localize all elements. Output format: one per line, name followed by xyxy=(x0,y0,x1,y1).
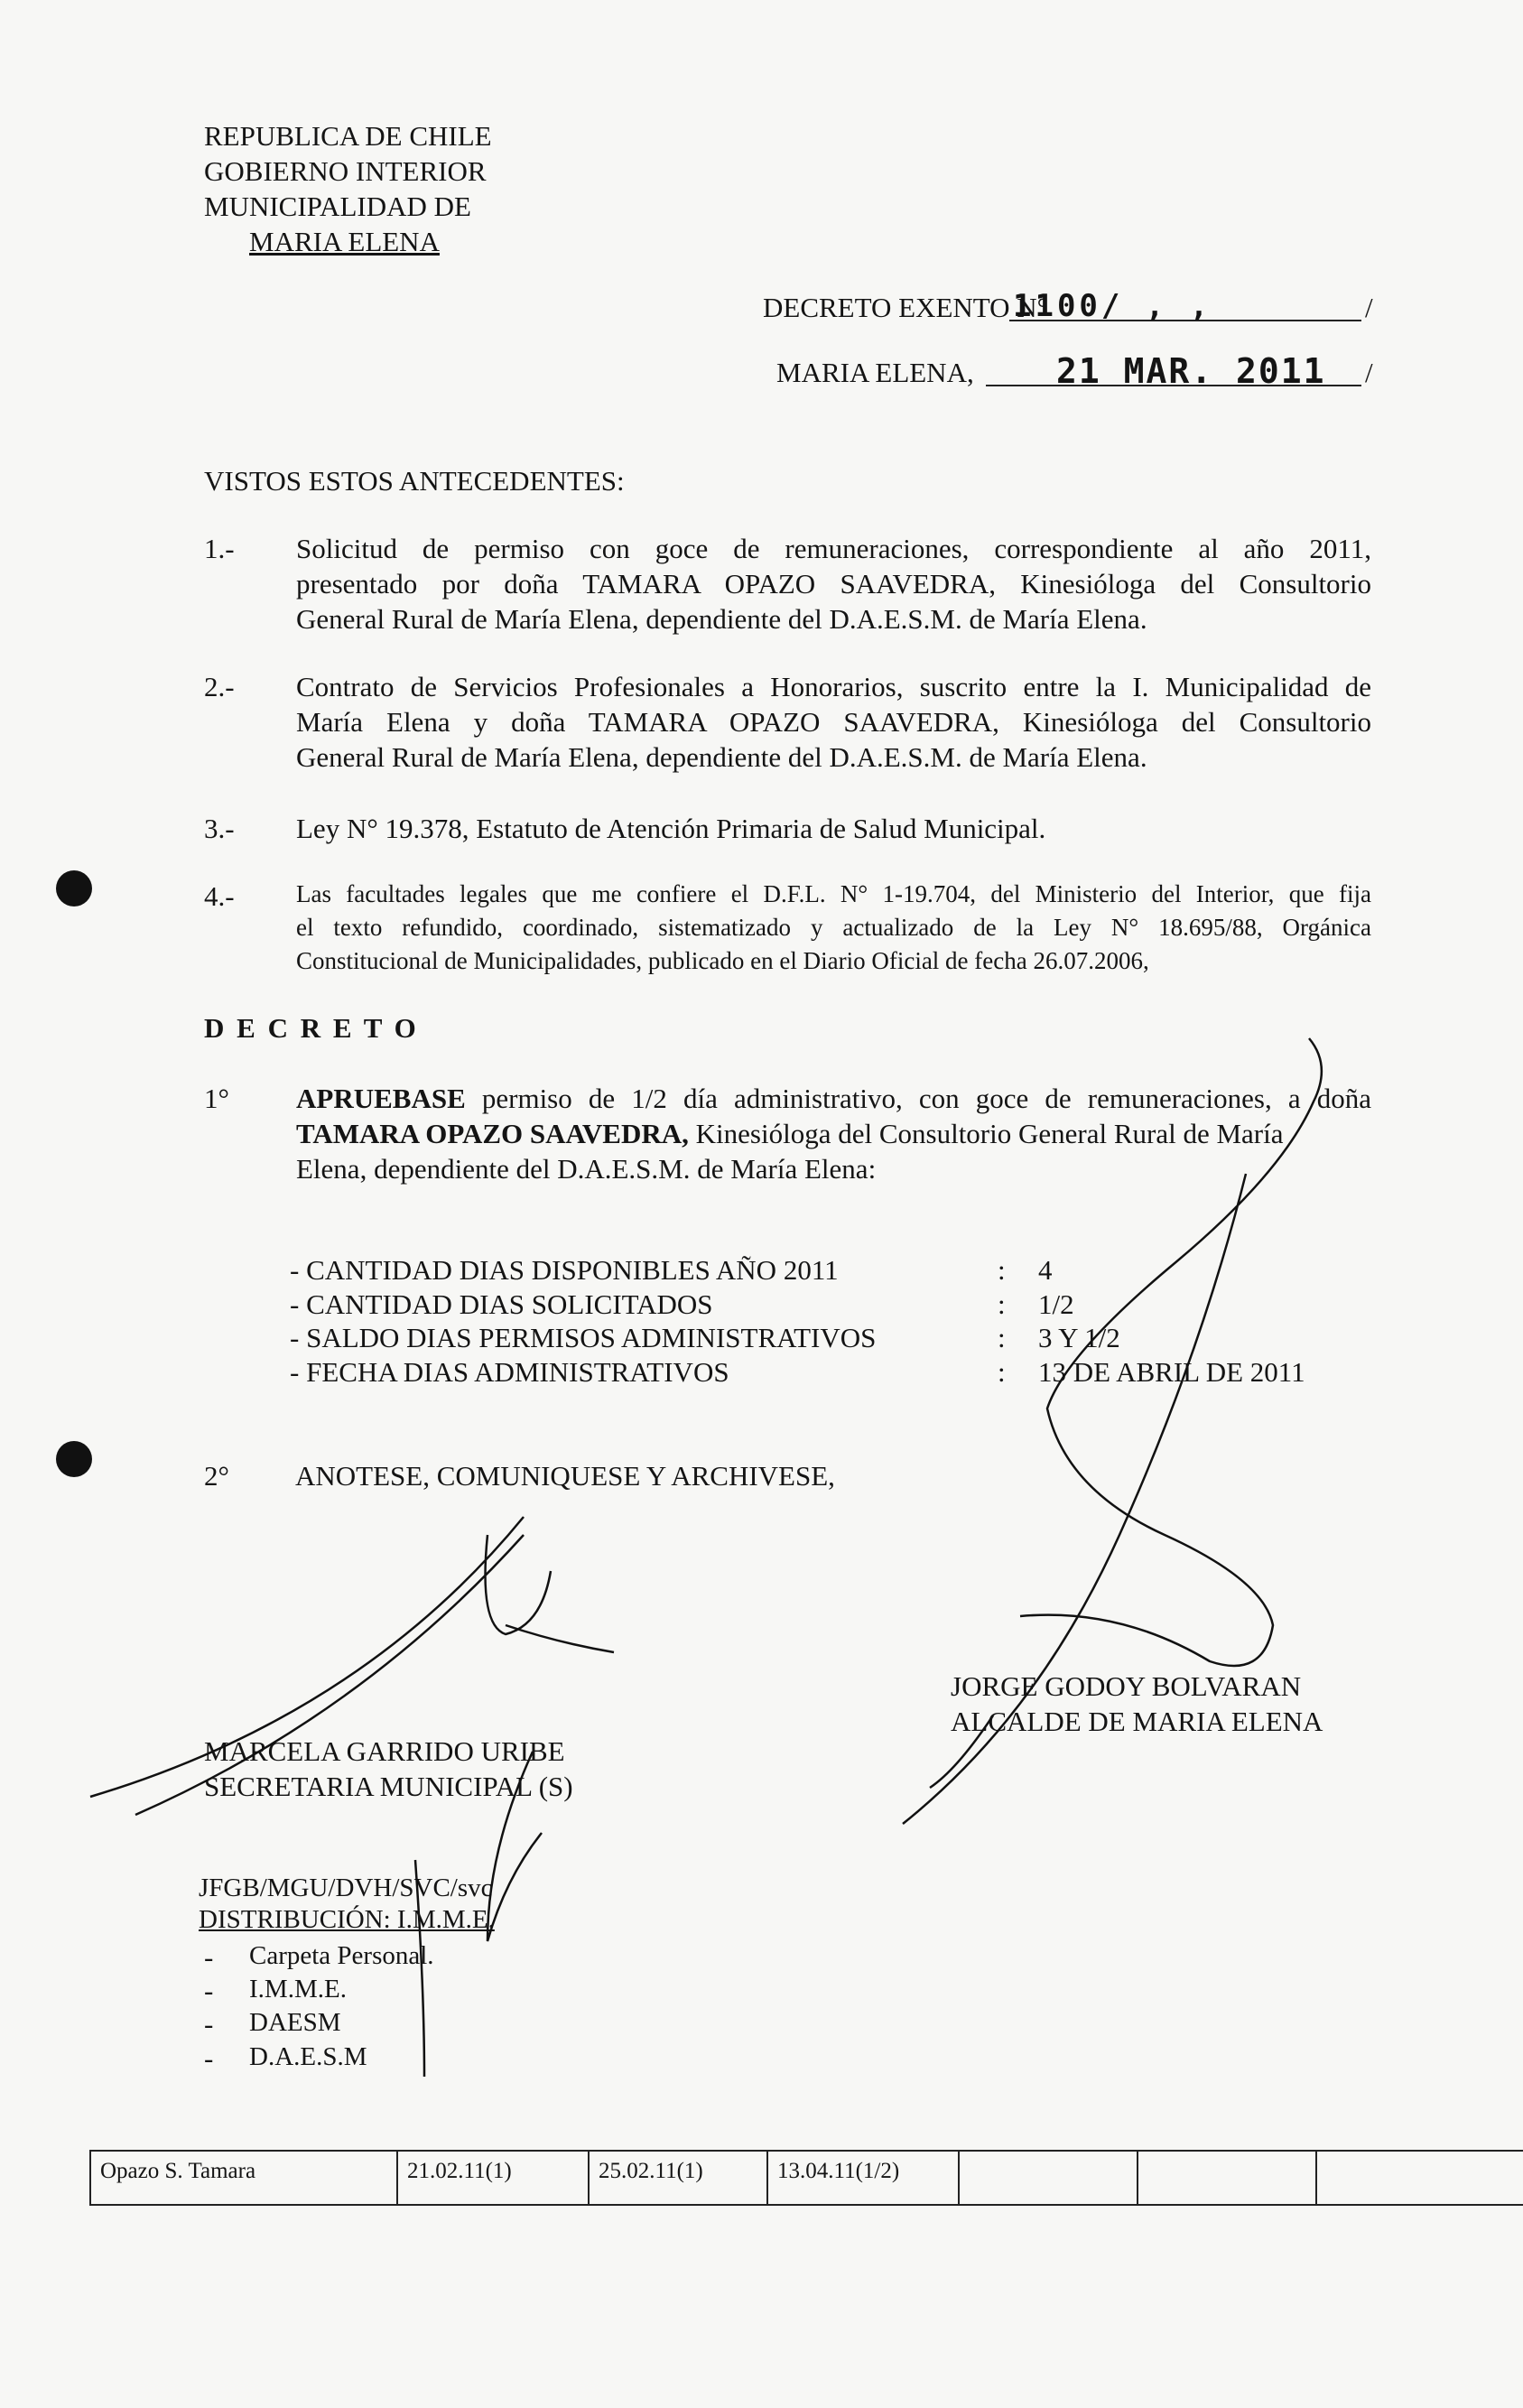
secretary-name: MARCELA GARRIDO URIBE xyxy=(204,1735,565,1767)
detail-value: 3 Y 1/2 xyxy=(1038,1322,1120,1353)
distribution-item: Carpeta Personal. xyxy=(249,1941,434,1970)
distribution-item: D.A.E.S.M xyxy=(249,2042,367,2071)
item-number: 3.- xyxy=(204,813,235,844)
header-municipality: MUNICIPALIDAD DE xyxy=(204,191,471,222)
item-text: General Rural de María Elena, dependiente del D.A.E.S.M. de María Elena. xyxy=(296,603,1147,635)
detail-label: - SALDO DIAS PERMISOS ADMINISTRATIVOS xyxy=(290,1322,877,1353)
item-text: María Elena y doña TAMARA OPAZO SAAVEDRA, Kinesióloga del Consultorio xyxy=(296,706,1371,738)
secretary-signature xyxy=(90,1517,614,2077)
table-cell: Opazo S. Tamara xyxy=(90,2151,397,2205)
item-text: el texto refundido, coordinado, sistematizado y actualizado de la Ley N° 18.695/88, Orgánica xyxy=(296,914,1371,941)
article-1-line-3: Elena, dependiente del D.A.E.S.M. de María Elena: xyxy=(296,1153,877,1185)
detail-label: - CANTIDAD DIAS SOLICITADOS xyxy=(290,1288,713,1320)
approve-keyword: APRUEBASE xyxy=(296,1083,466,1114)
detail-value: 13 DE ABRIL DE 2011 xyxy=(1038,1356,1305,1388)
decree-number-stamp: 1100/ , , xyxy=(1013,288,1212,324)
employee-name: TAMARA OPAZO SAAVEDRA, xyxy=(296,1118,689,1149)
initials: JFGB/MGU/DVH/SVC/svc xyxy=(199,1873,493,1902)
detail-value: 4 xyxy=(1038,1254,1053,1286)
item-number: 4.- xyxy=(204,880,235,912)
item-text: presentado por doña TAMARA OPAZO SAAVEDRA, Kinesióloga del Consultorio xyxy=(296,568,1371,600)
detail-value: 1/2 xyxy=(1038,1288,1074,1320)
slash: / xyxy=(1365,357,1373,388)
article-number: 1° xyxy=(204,1083,229,1114)
place-label: MARIA ELENA, xyxy=(776,357,974,388)
vistos-title: VISTOS ESTOS ANTECEDENTES: xyxy=(204,465,625,497)
detail-label: - CANTIDAD DIAS DISPONIBLES AÑO 2011 xyxy=(290,1254,839,1286)
article-number: 2° xyxy=(204,1460,229,1492)
date-stamp: 21 MAR. 2011 xyxy=(1056,351,1326,391)
item-number: 1.- xyxy=(204,533,235,564)
mayor-name: JORGE GODOY BOLVARAN xyxy=(951,1670,1302,1702)
item-text: Ley N° 19.378, Estatuto de Atención Primaria de Salud Municipal. xyxy=(296,813,1046,844)
text: Kinesióloga del Consultorio General Rural de María xyxy=(688,1118,1284,1149)
colon: : xyxy=(998,1254,1006,1286)
text: permiso de 1/2 día administrativo, con goce de remuneraciones, a doña xyxy=(465,1083,1371,1114)
header-town: MARIA ELENA xyxy=(249,226,440,257)
detail-label: - FECHA DIAS ADMINISTRATIVOS xyxy=(290,1356,729,1388)
item-text: Las facultades legales que me confiere el D.F.L. N° 1-19.704, del Ministerio del Interior, que fija xyxy=(296,880,1371,907)
item-text: Constitucional de Municipalidades, publicado en el Diario Oficial de fecha 26.07.2006, xyxy=(296,947,1149,974)
colon: : xyxy=(998,1356,1006,1388)
slash: / xyxy=(1365,292,1373,323)
item-text: Solicitud de permiso con goce de remuneraciones, correspondiente al año 2011, xyxy=(296,533,1371,564)
distribution-title: DISTRIBUCIÓN: I.M.M.E. xyxy=(199,1905,495,1934)
table-cell: 25.02.11(1) xyxy=(589,2151,767,2205)
distribution-item: DAESM xyxy=(249,2008,341,2037)
mayor-signature xyxy=(903,1038,1322,1824)
mayor-title: ALCALDE DE MARIA ELENA xyxy=(951,1706,1323,1737)
decreto-title: D E C R E T O xyxy=(204,1012,419,1044)
item-text: Contrato de Servicios Profesionales a Honorarios, suscrito entre la I. Municipalidad de xyxy=(296,671,1371,702)
table-cell: 13.04.11(1/2) xyxy=(767,2151,959,2205)
item-number: 2.- xyxy=(204,671,235,702)
item-text: General Rural de María Elena, dependiente del D.A.E.S.M. de María Elena. xyxy=(296,741,1147,773)
header-government: GOBIERNO INTERIOR xyxy=(204,155,487,187)
article-2-text: ANOTESE, COMUNIQUESE Y ARCHIVESE, xyxy=(295,1460,835,1492)
secretary-title: SECRETARIA MUNICIPAL (S) xyxy=(204,1771,573,1802)
header-republic: REPUBLICA DE CHILE xyxy=(204,120,492,152)
table-cell: 21.02.11(1) xyxy=(397,2151,589,2205)
decree-number-label: DECRETO EXENTO N° xyxy=(763,292,1049,323)
colon: : xyxy=(998,1288,1006,1320)
distribution-item: I.M.M.E. xyxy=(249,1975,347,2004)
colon: : xyxy=(998,1322,1006,1353)
